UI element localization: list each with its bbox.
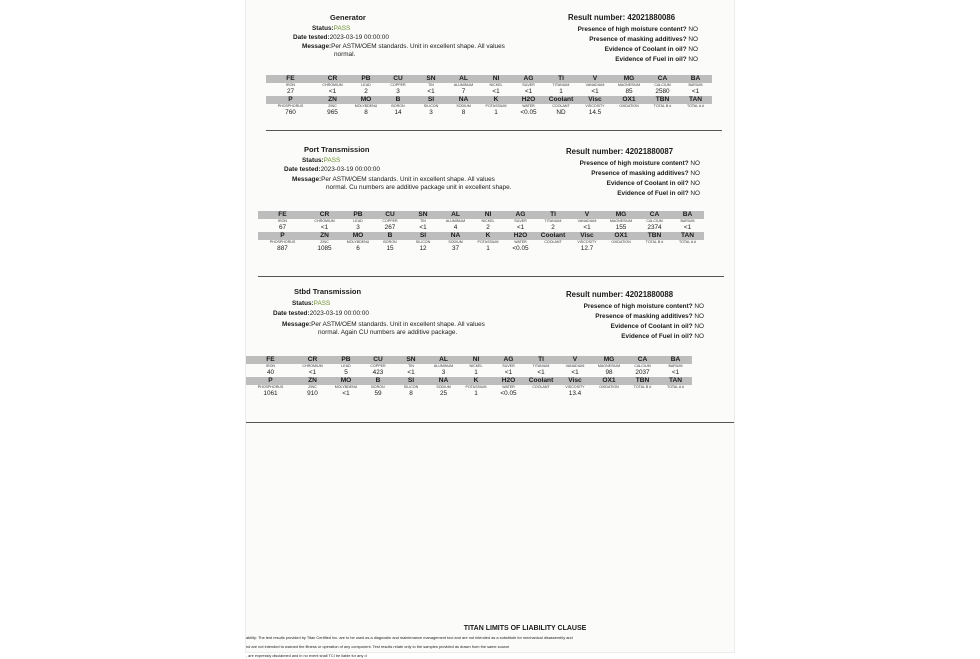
element-name-cell: COPPER (370, 364, 386, 368)
value-cell: 6 (356, 245, 360, 252)
value-cell: ND (556, 109, 566, 116)
symbol-cell: P (246, 377, 295, 385)
liability-title: TITAN LIMITS OF LIABILITY CLAUSE (463, 625, 587, 632)
element-name-cell: OXIDATION (599, 385, 619, 389)
value-cell: 13.4 (568, 390, 582, 397)
symbol-row (246, 356, 692, 364)
symbol-row (258, 232, 704, 240)
symbol-cell: MO (330, 377, 362, 385)
symbol-cell: CU (382, 75, 414, 83)
status-value: PASS (333, 25, 351, 32)
value-cell: 3 (356, 224, 360, 231)
symbol-cell: TAN (679, 96, 712, 104)
status-value: PASS (323, 157, 341, 164)
value-cell: <1 (419, 224, 427, 231)
value-cell: 7 (461, 88, 466, 95)
value-cell: 2580 (655, 88, 670, 95)
value-cell: 15 (386, 245, 394, 252)
status-line: Status:PASS (312, 25, 351, 32)
value-row (258, 224, 704, 232)
result-number: Result number: 42021880088 (566, 290, 674, 299)
result-number: Result number: 42021880086 (568, 13, 676, 22)
value-cell: 14.5 (588, 109, 602, 116)
liability-text-line-1: ability: The test results provided by Titan Certified Inc. are to be used as a diagnostic and maintenance management tool and are not intended as a substitute for mechanical disassembly and (246, 635, 573, 640)
elements-table (266, 75, 712, 117)
symbol-cell: SN (414, 75, 448, 83)
element-name-cell: COPPER (382, 219, 398, 223)
liability-text-line-2: nd are not intended to warrant the fitness or operation of any component. Test results relate only to the samples provided as drawn from the same source (246, 644, 510, 649)
element-name-cell: BARIUM (668, 364, 683, 368)
sample-stbd-transmission (246, 285, 734, 397)
symbol-cell: FE (266, 75, 315, 83)
symbol-cell: K (479, 96, 513, 104)
symbol-cell: TI (524, 356, 558, 364)
element-name-cell: TIN (428, 83, 434, 87)
value-cell: 85 (625, 88, 633, 95)
symbol-cell: MG (592, 356, 626, 364)
status-line: Status:PASS (292, 300, 331, 307)
value-cell: <0.05 (500, 390, 517, 397)
symbol-cell: MG (604, 211, 638, 219)
symbol-cell: ZN (295, 377, 330, 385)
symbol-row (246, 377, 692, 385)
value-cell: 1061 (263, 390, 278, 397)
element-name-cell: LEAD (353, 219, 363, 223)
symbol-cell: NI (459, 356, 493, 364)
symbol-cell: CU (374, 211, 406, 219)
value-cell: <1 (320, 224, 329, 231)
element-name-cell: COOLANT (532, 385, 550, 389)
status-value: PASS (313, 300, 331, 307)
element-name-cell: NICKEL (469, 364, 483, 368)
symbol-cell: OX1 (604, 232, 638, 240)
value-cell (671, 245, 704, 253)
status-line: Status:PASS (302, 157, 341, 164)
element-name-cell: CALCIUM (634, 364, 651, 368)
value-cell: 2 (486, 224, 490, 231)
element-name-cell: IRON (266, 364, 275, 368)
value-cell (659, 390, 692, 398)
symbol-cell: MO (342, 232, 374, 240)
value-cell: <1 (342, 390, 350, 397)
value-cell: <1 (524, 88, 533, 95)
element-name-cell: BORON (391, 104, 405, 108)
symbol-cell: CR (315, 75, 350, 83)
element-name-cell: PHOSPHORUS (277, 104, 304, 108)
symbol-cell: BA (679, 75, 712, 83)
date-line: Date tested:2023-03-19 00:00:00 (293, 34, 389, 41)
value-cell: 2374 (647, 224, 662, 231)
element-name-cell: VISCOSITY (585, 104, 605, 108)
symbol-cell: NI (479, 75, 513, 83)
element-name-cell: WATER (522, 104, 535, 108)
symbol-cell: MO (350, 96, 382, 104)
symbol-cell: NI (471, 211, 505, 219)
value-cell: <0.05 (512, 245, 529, 252)
divider (246, 422, 734, 423)
value-cell: 760 (285, 109, 296, 116)
value-cell: <1 (328, 88, 337, 95)
symbol-cell: NA (428, 377, 459, 385)
value-cell: <0.05 (520, 109, 537, 116)
element-name-cell: TITANIUM (532, 364, 550, 368)
element-name-cell: TOTAL A # (686, 104, 705, 108)
value-cell: 27 (286, 88, 295, 95)
element-name-cell: POTASSIUM (477, 240, 499, 244)
elements-table (258, 211, 704, 253)
element-name-cell: CHROMIUM (322, 83, 343, 87)
symbol-cell: OX1 (592, 377, 626, 385)
element-name-cell: MOLYBDENU (354, 104, 378, 108)
date-value: 2023-03-19 00:00:00 (309, 310, 369, 317)
element-name-cell: IRON (278, 219, 287, 223)
date-value: 2023-03-19 00:00:00 (320, 166, 380, 173)
liability-text-line-3: , are expressly disclaimed and in no event shall TCI be liable for any d (246, 653, 367, 658)
value-cell: <1 (591, 88, 599, 95)
symbol-cell: OX1 (612, 96, 646, 104)
value-cell: 1 (494, 109, 498, 116)
symbol-cell: PB (330, 356, 362, 364)
value-cell: <1 (671, 369, 680, 376)
symbol-cell: AL (428, 356, 459, 364)
element-name-cell: VANADIUM (565, 364, 585, 368)
symbol-cell: K (471, 232, 505, 240)
symbol-cell: B (362, 377, 394, 385)
symbol-cell: TBN (638, 232, 671, 240)
value-cell: 67 (278, 224, 287, 231)
symbol-cell: SI (414, 96, 448, 104)
element-name-cell: CHROMIUM (302, 364, 323, 368)
element-name-cell: BARIUM (680, 219, 695, 223)
element-name-cell: TITANIUM (552, 83, 570, 87)
symbol-cell: CU (362, 356, 394, 364)
sample-generator (246, 10, 734, 116)
date-line: Date tested:2023-03-19 00:00:00 (273, 310, 369, 317)
value-cell: <1 (516, 224, 525, 231)
symbol-cell: P (258, 232, 307, 240)
value-cell: <1 (537, 369, 545, 376)
symbol-cell: NA (440, 232, 471, 240)
value-cell (638, 245, 671, 253)
element-name-cell: ALUMINUM (445, 219, 466, 223)
symbol-cell: AG (493, 356, 524, 364)
sample-port-transmission (246, 142, 734, 252)
symbol-row (266, 96, 712, 104)
value-cell: 98 (605, 369, 613, 376)
value-cell: 59 (374, 390, 382, 397)
value-cell: 267 (384, 224, 396, 231)
symbol-cell: AG (513, 75, 544, 83)
value-cell: <1 (492, 88, 500, 95)
value-cell: <1 (504, 369, 513, 376)
value-cell: 965 (327, 109, 338, 116)
value-cell: 4 (453, 224, 458, 231)
symbol-cell: BA (671, 211, 704, 219)
element-name-cell: BORON (383, 240, 397, 244)
element-name-cell: SODIUM (456, 104, 471, 108)
element-name-cell: SILVER (514, 219, 527, 223)
symbol-cell: SN (394, 356, 428, 364)
symbol-cell: CR (295, 356, 330, 364)
symbol-cell: AG (505, 211, 536, 219)
element-name-cell: OXIDATION (619, 104, 639, 108)
symbol-cell: PB (350, 75, 382, 83)
value-cell: 1 (559, 88, 563, 95)
element-name-cell: SILICON (423, 104, 439, 108)
value-cell: 8 (364, 109, 368, 116)
symbol-cell: SI (406, 232, 440, 240)
value-cell: <1 (683, 224, 692, 231)
element-name-cell: WATER (502, 385, 515, 389)
element-name-cell: MAGNESIUM (597, 364, 621, 368)
sample-header (246, 142, 734, 204)
value-cell: 12 (419, 245, 427, 252)
value-cell: 1 (474, 369, 478, 376)
symbol-cell: Visc (570, 232, 604, 240)
element-name-cell: LEAD (361, 83, 371, 87)
value-cell: 25 (439, 390, 448, 397)
element-name-cell: SODIUM (448, 240, 463, 244)
element-name-cell: IRON (286, 83, 295, 87)
date-value: 2023-03-19 00:00:00 (329, 34, 389, 41)
element-name-cell: TOTAL B # (645, 240, 664, 244)
value-cell: 40 (266, 369, 275, 376)
element-name-cell: TIN (420, 219, 426, 223)
element-name-cell: POTASSIUM (485, 104, 507, 108)
value-cell: 3 (441, 369, 446, 376)
symbol-cell: V (558, 356, 592, 364)
symbol-cell: CA (646, 75, 679, 83)
element-name-cell: TOTAL B # (633, 385, 652, 389)
symbol-cell: FE (246, 356, 295, 364)
element-name-cell: MOLYBDENU (334, 385, 358, 389)
report-page (246, 0, 734, 658)
element-name-cell: NICKEL (481, 219, 495, 223)
symbol-cell: SI (394, 377, 428, 385)
result-number: Result number: 42021880087 (566, 147, 674, 156)
value-cell (592, 390, 626, 398)
element-name-cell: ZINC (328, 104, 337, 108)
element-name-cell: COPPER (390, 83, 406, 87)
element-name-cell: VISCOSITY (565, 385, 585, 389)
value-row (258, 245, 704, 253)
element-name-cell: VANADIUM (585, 83, 605, 87)
symbol-cell: BA (659, 356, 692, 364)
symbol-cell: TAN (671, 232, 704, 240)
element-name-cell: TOTAL A # (678, 240, 697, 244)
symbol-cell: TI (536, 211, 570, 219)
value-cell: <1 (407, 369, 415, 376)
element-name-cell: COOLANT (552, 104, 570, 108)
element-name-cell: SILVER (522, 83, 535, 87)
element-name-cell: ZINC (308, 385, 317, 389)
element-name-cell: OXIDATION (611, 240, 631, 244)
symbol-cell: Coolant (536, 232, 570, 240)
symbol-cell: NA (448, 96, 479, 104)
questions: Presence of high moisture content? NO Presence of masking additives? NO Evidence of Coolant in oil? NO Evidence of Fuel in oil? NO (583, 303, 704, 340)
symbol-cell: V (578, 75, 612, 83)
value-row (246, 390, 692, 398)
value-cell (524, 390, 558, 398)
element-name-cell: MOLYBDENU (346, 240, 370, 244)
message: Message:Per ASTM/OEM standards. Unit in excellent shape. All values normal. Cu numbers are additive package unit in excellent shape. (292, 176, 512, 192)
message: Message:Per ASTM/OEM standards. Unit in excellent shape. All values normal. (302, 43, 505, 59)
value-cell (679, 109, 712, 117)
element-name-cell: BORON (371, 385, 385, 389)
value-cell: 1 (486, 245, 490, 252)
element-name-cell: COOLANT (544, 240, 562, 244)
element-name-cell: CHROMIUM (314, 219, 335, 223)
symbol-cell: H2O (513, 96, 544, 104)
element-name-cell: NICKEL (489, 83, 503, 87)
element-name-cell: CALCIUM (654, 83, 671, 87)
element-name-cell: SODIUM (436, 385, 451, 389)
element-name-cell: CALCIUM (646, 219, 663, 223)
divider (266, 130, 722, 131)
element-name-cell: BARIUM (688, 83, 703, 87)
symbol-cell: TAN (659, 377, 692, 385)
element-name-cell: TOTAL A # (666, 385, 685, 389)
message: Message:Per ASTM/OEM standards. Unit in excellent shape. All values normal. Again CU numbers are additive package. (282, 321, 485, 337)
symbol-cell: CR (307, 211, 342, 219)
value-cell: 155 (615, 224, 627, 231)
questions: Presence of high moisture content? NO Presence of masking additives? NO Evidence of Coolant in oil? NO Evidence of Fuel in oil? NO (579, 160, 700, 197)
symbol-cell: AL (440, 211, 471, 219)
symbol-cell: ZN (315, 96, 350, 104)
value-cell: 1085 (317, 245, 332, 252)
elements-table (246, 356, 692, 398)
questions: Presence of high moisture content? NO Presence of masking additives? NO Evidence of Coolant in oil? NO Evidence of Fuel in oil? NO (577, 26, 698, 63)
sample-header (246, 10, 734, 72)
value-cell: 1 (474, 390, 478, 397)
sample-title: Generator (330, 13, 366, 22)
symbol-cell: Coolant (544, 96, 578, 104)
value-cell: <1 (691, 88, 700, 95)
element-name-cell: TIN (408, 364, 414, 368)
symbol-cell: FE (258, 211, 307, 219)
sample-title: Port Transmission (304, 145, 370, 154)
symbol-cell: CA (638, 211, 671, 219)
value-cell: 2 (364, 88, 368, 95)
element-name-cell: ZINC (320, 240, 329, 244)
element-name-cell: PHOSPHORUS (257, 385, 284, 389)
element-name-cell: MAGNESIUM (609, 219, 633, 223)
symbol-cell: TBN (646, 96, 679, 104)
symbol-cell: AL (448, 75, 479, 83)
symbol-cell: P (266, 96, 315, 104)
sample-title: Stbd Transmission (294, 287, 362, 296)
element-name-cell: VISCOSITY (577, 240, 597, 244)
value-cell (646, 109, 679, 117)
symbol-cell: K (459, 377, 493, 385)
value-cell (626, 390, 659, 398)
value-cell: <1 (583, 224, 591, 231)
value-cell: <1 (308, 369, 317, 376)
value-cell: 3 (429, 109, 433, 116)
value-cell: 3 (396, 88, 400, 95)
symbol-cell: MG (612, 75, 646, 83)
value-cell: 14 (394, 109, 402, 116)
value-cell: <1 (427, 88, 435, 95)
element-name-cell: PHOSPHORUS (269, 240, 296, 244)
element-name-cell: VANADIUM (577, 219, 597, 223)
symbol-row (258, 211, 704, 219)
symbol-cell: CA (626, 356, 659, 364)
element-name-cell: POTASSIUM (465, 385, 487, 389)
value-cell: 8 (461, 109, 466, 116)
value-cell (536, 245, 570, 253)
value-cell: 910 (307, 390, 318, 397)
value-row (246, 369, 692, 377)
element-name-cell: ALUMINUM (433, 364, 454, 368)
divider (258, 276, 724, 277)
value-cell: 2037 (635, 369, 650, 376)
value-cell: 2 (551, 224, 555, 231)
element-name-cell: ALUMINUM (453, 83, 474, 87)
symbol-cell: Visc (578, 96, 612, 104)
sample-header (246, 285, 734, 347)
symbol-cell: B (382, 96, 414, 104)
element-name-cell: MAGNESIUM (617, 83, 641, 87)
symbol-cell: B (374, 232, 406, 240)
symbol-cell: SN (406, 211, 440, 219)
symbol-cell: Coolant (524, 377, 558, 385)
element-name-cell: TOTAL B # (653, 104, 672, 108)
element-name-cell: SILICON (403, 385, 419, 389)
symbol-cell: H2O (493, 377, 524, 385)
value-row (266, 109, 712, 117)
date-line: Date tested:2023-03-19 00:00:00 (284, 166, 380, 173)
value-cell: 37 (451, 245, 460, 252)
symbol-cell: H2O (505, 232, 536, 240)
value-row (266, 88, 712, 96)
value-cell: <1 (571, 369, 579, 376)
symbol-cell: V (570, 211, 604, 219)
value-cell (612, 109, 646, 117)
liability-footer (246, 625, 734, 659)
value-cell: 887 (277, 245, 288, 252)
value-cell (604, 245, 638, 253)
symbol-cell: TBN (626, 377, 659, 385)
value-cell: 5 (344, 369, 348, 376)
element-name-cell: LEAD (341, 364, 351, 368)
value-cell: 8 (409, 390, 413, 397)
symbol-cell: PB (342, 211, 374, 219)
symbol-cell: TI (544, 75, 578, 83)
element-name-cell: SILVER (502, 364, 515, 368)
value-cell: 423 (372, 369, 384, 376)
value-cell: 12.7 (580, 245, 594, 252)
symbol-cell: ZN (307, 232, 342, 240)
element-name-cell: TITANIUM (544, 219, 562, 223)
element-name-cell: SILICON (415, 240, 431, 244)
symbol-row (266, 75, 712, 83)
symbol-cell: Visc (558, 377, 592, 385)
element-name-cell: WATER (514, 240, 527, 244)
